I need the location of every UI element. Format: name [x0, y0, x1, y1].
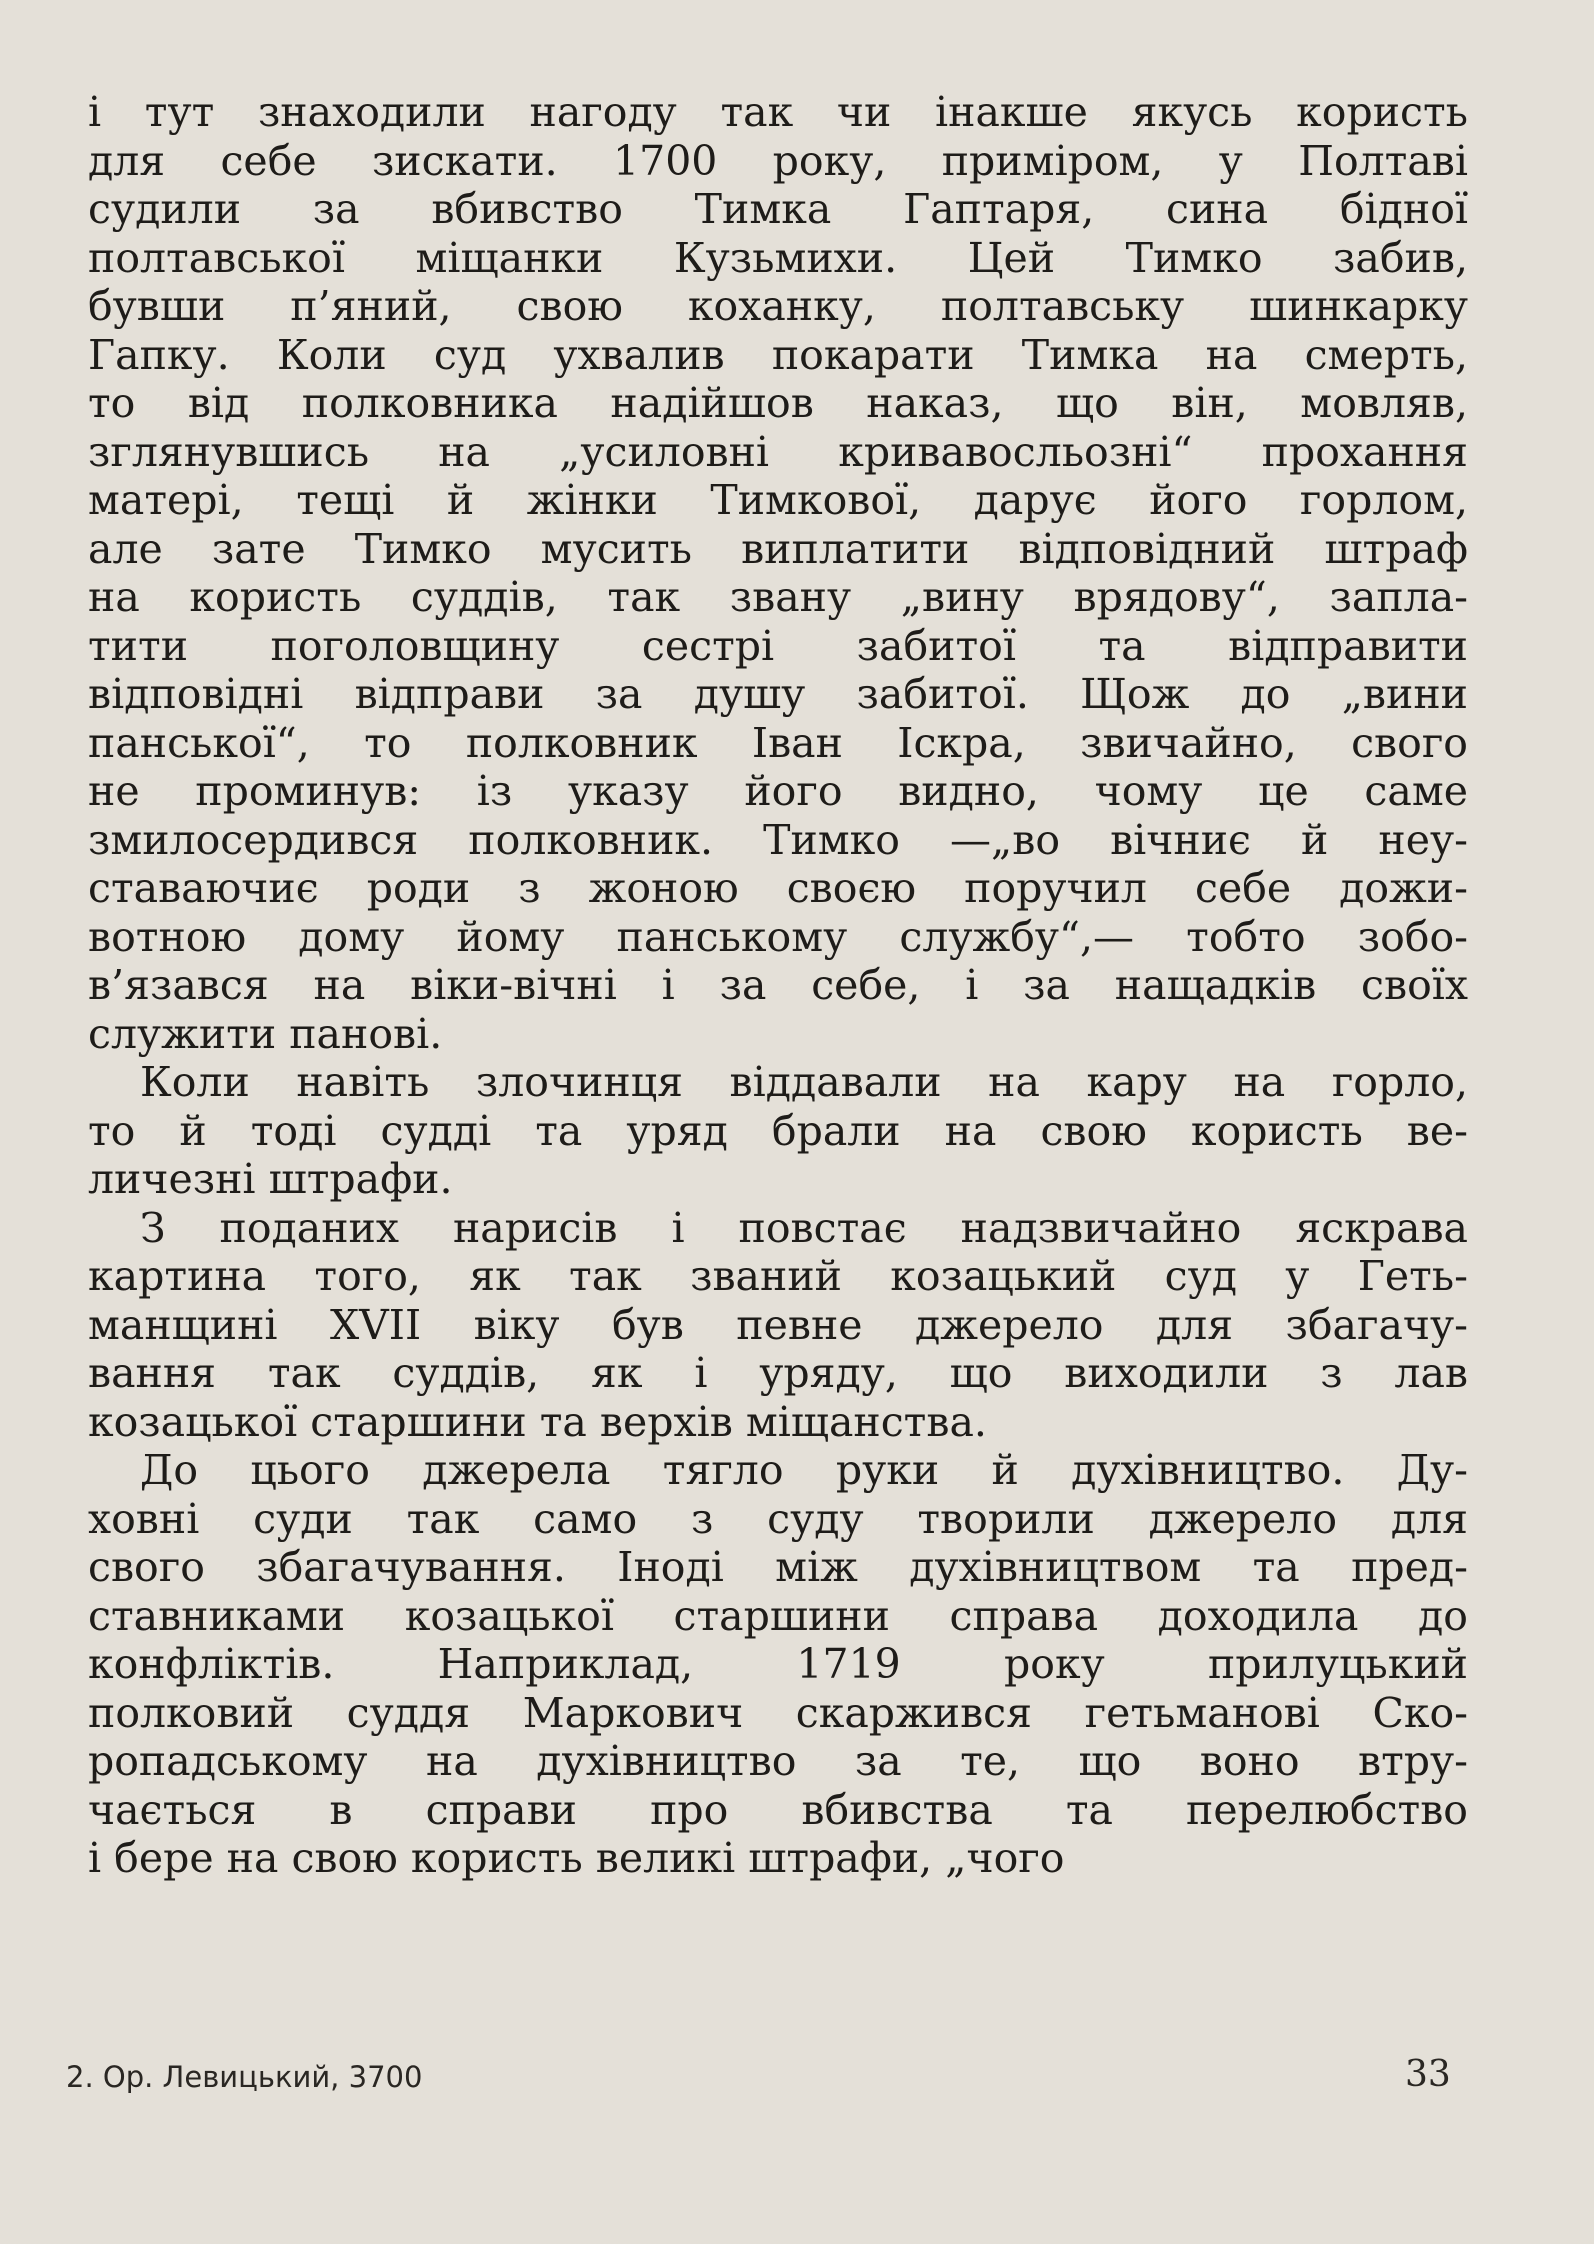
body-text — [88, 88, 1468, 1883]
text-line: До цього джерела тягло руки й духівництво. Ду- — [140, 1446, 1468, 1494]
text-line: картина того, як так званий козацький суд у Геть- — [88, 1252, 1468, 1300]
text-line: змилосердився полковник. Тимко —„во вічниє й неу- — [88, 815, 1468, 864]
printer-signature: 2. Ор. Левицький, 3700 — [66, 2060, 423, 2094]
text-line: то від полковника надійшов наказ, що він, мовляв, — [88, 379, 1468, 427]
text-line: ставаючиє роди з жоною своєю поручил себе дожи- — [88, 864, 1468, 912]
text-line: бувши п’яний, свою коханку, полтавську шинкарку — [88, 282, 1468, 330]
text-line: в’язався на віки-вічні і за себе, і за нащадків своїх — [88, 961, 1468, 1009]
text-line: козацької старшини та верхів міщанства. — [88, 1397, 987, 1446]
text-line: чається в справи про вбивства та перелюбство — [88, 1785, 1468, 1834]
text-line: манщині XVII віку був певне джерело для збагачу- — [88, 1300, 1468, 1349]
text-line: полковий суддя Маркович скаржився гетьманові Ско- — [88, 1688, 1468, 1737]
text-line: не проминув: із указу його видно, чому це саме — [88, 767, 1468, 815]
text-line: Гапку. Коли суд ухвалив покарати Тимка на смерть, — [88, 330, 1468, 379]
paragraph — [88, 1058, 1468, 1204]
text-line: але зате Тимко мусить виплатити відповідний штраф — [88, 524, 1468, 573]
text-line: служити панові. — [88, 1009, 443, 1058]
text-line: зглянувшись на „усиловні кривавосльозні“ прохання — [88, 427, 1468, 476]
text-line: ставниками козацької старшини справа доходила до — [88, 1591, 1468, 1640]
text-line: Коли навіть злочинця віддавали на кару на горло, — [140, 1058, 1468, 1106]
text-line: судили за вбивство Тимка Гаптаря, сина бідної — [88, 185, 1468, 233]
paragraph — [88, 88, 1468, 1058]
paragraph — [88, 1446, 1468, 1883]
text-line: ропадському на духівництво за те, що воно втру- — [88, 1737, 1468, 1785]
text-line: полтавської міщанки Кузьмихи. Цей Тимко забив, — [88, 233, 1468, 282]
text-line: відповідні відправи за душу забитої. Щож до „вини — [88, 670, 1468, 718]
text-line: З поданих нарисів і повстає надзвичайно яскрава — [140, 1203, 1468, 1252]
text-line: ховні суди так само з суду творили джерело для — [88, 1494, 1468, 1543]
text-line: і бере на свою користь великі штрафи, „чого — [88, 1834, 1065, 1882]
text-line: то й тоді судді та уряд брали на свою користь ве- — [88, 1106, 1468, 1155]
text-line: свого збагачування. Іноді між духівництвом та пред- — [88, 1543, 1468, 1591]
text-line: для себе зискати. 1700 року, приміром, у Полтаві — [88, 136, 1468, 185]
page-number: 33 — [1405, 2054, 1451, 2095]
text-line: тити поголовщину сестрі забитої та відправити — [88, 621, 1468, 670]
text-line: личезні штрафи. — [88, 1155, 453, 1203]
text-line: і тут знаходили нагоду так чи інакше якусь користь — [88, 88, 1468, 136]
text-line: вання так суддів, як і уряду, що виходили з лав — [88, 1349, 1468, 1397]
text-line: матері, тещі й жінки Тимкової, дарує його горлом, — [88, 476, 1468, 524]
text-line: конфліктів. Наприклад, 1719 року прилуцький — [88, 1640, 1468, 1688]
text-line: на користь суддів, так звану „вину врядову“, запла- — [88, 573, 1468, 621]
text-line: вотною дому йому панському службу“,— тобто зобо- — [88, 912, 1468, 961]
text-line: панської“, то полковник Іван Іскра, звичайно, свого — [88, 718, 1468, 767]
paragraph — [88, 1204, 1468, 1447]
